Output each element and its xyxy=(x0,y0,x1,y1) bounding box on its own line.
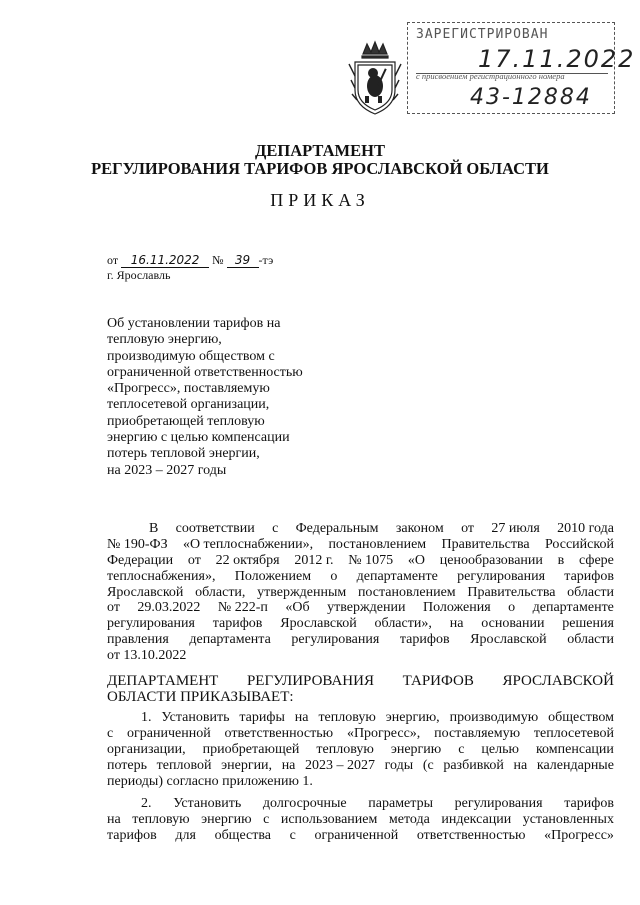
subject-line: приобретающей тепловую xyxy=(107,413,265,429)
body-line xyxy=(107,710,614,726)
word: на xyxy=(107,811,121,827)
body-line xyxy=(107,553,614,569)
word: о xyxy=(508,600,516,616)
word: 2010 года xyxy=(557,521,614,536)
word: регулирования xyxy=(454,796,543,811)
word: тарифы xyxy=(239,710,285,725)
word: области, xyxy=(195,584,246,600)
registration-stamp xyxy=(407,22,636,114)
word: параметры xyxy=(368,796,433,811)
word: энергии, xyxy=(221,757,273,773)
word: установленных xyxy=(522,811,614,827)
word: сфере xyxy=(579,552,614,568)
word: 1. xyxy=(141,710,152,725)
word: № 222-п xyxy=(217,600,268,616)
word: (с xyxy=(422,757,434,773)
word: постановлением xyxy=(328,536,427,552)
word: в xyxy=(557,552,565,568)
stamp-number: 43-12884 xyxy=(470,85,592,110)
order-subject xyxy=(107,316,303,479)
body-line xyxy=(107,632,614,648)
word: Федерации xyxy=(107,552,174,568)
word: долгосрочные xyxy=(262,796,347,811)
word: законом xyxy=(395,521,444,536)
word: 2012 г. xyxy=(294,552,334,568)
word: приобретающей xyxy=(202,741,300,757)
word: с xyxy=(272,521,279,536)
word: Ярославской xyxy=(470,632,547,648)
date-from-label: от xyxy=(107,253,119,267)
word: «Прогресс» xyxy=(544,827,614,843)
body-line xyxy=(107,726,614,742)
word: индексации xyxy=(441,811,512,827)
body-line xyxy=(107,521,614,537)
order-item-1 xyxy=(107,710,614,789)
body-line xyxy=(107,812,614,828)
word: Установить xyxy=(161,710,230,725)
body-line xyxy=(107,600,614,616)
word: на xyxy=(294,710,309,725)
word: РЕГУЛИРОВАНИЯ xyxy=(246,673,374,689)
body-line xyxy=(107,569,614,585)
word: тарифов xyxy=(107,827,157,843)
word: ограниченной xyxy=(314,827,399,843)
body-line xyxy=(107,616,614,632)
subject-line: потерь тепловой энергии, xyxy=(107,446,260,462)
word: Федеральным xyxy=(295,521,379,536)
word: Правительства xyxy=(467,584,556,600)
order-number: 39 xyxy=(227,253,259,268)
word: Установить xyxy=(173,796,242,811)
city-label: г. Ярославль xyxy=(107,268,171,282)
word: ТАРИФОВ xyxy=(402,673,474,689)
word: использованием xyxy=(280,811,378,827)
word: тепловую xyxy=(316,741,374,757)
subject-line: Об установлении тарифов на xyxy=(107,316,281,331)
word: области», xyxy=(374,616,432,632)
word: энергию, xyxy=(385,710,440,725)
word: потерь xyxy=(107,757,148,773)
body-line xyxy=(107,796,614,812)
word: регулирования xyxy=(107,616,195,632)
word: утверждении xyxy=(327,600,406,616)
word: с xyxy=(263,811,270,827)
subject-line: производимую обществом с xyxy=(107,348,275,364)
word: ответственностью xyxy=(224,725,334,741)
word: тарифов xyxy=(212,616,263,632)
word: годы xyxy=(384,757,414,773)
word: на xyxy=(281,757,296,773)
word: «Об xyxy=(285,600,310,616)
word: Ярославской xyxy=(107,584,184,600)
word: тарифов xyxy=(399,632,450,648)
word: от xyxy=(461,521,474,536)
word: регулирования xyxy=(457,568,546,584)
word: департаменте xyxy=(356,568,438,584)
word: области xyxy=(567,584,614,600)
word: ценообразовании xyxy=(439,552,543,568)
word: обществом xyxy=(548,710,614,725)
word: теплосетевой xyxy=(533,725,614,741)
word: общества xyxy=(214,827,271,843)
word: соответствии xyxy=(175,521,255,536)
stamp-caption: с присвоением регистрационного номера xyxy=(416,71,565,81)
word: основании xyxy=(481,616,545,632)
word: 22 октября xyxy=(215,552,280,568)
body-line: периоды) согласно приложению 1. xyxy=(107,773,313,789)
word: В xyxy=(149,521,159,536)
word: энергию xyxy=(390,741,442,757)
word: от xyxy=(187,552,201,568)
word: № 190-ФЗ xyxy=(107,536,168,552)
word: ЯРОСЛАВСКОЙ xyxy=(502,673,614,689)
word: Положения xyxy=(422,600,491,616)
word: разбивкой xyxy=(443,757,504,773)
body-line: от 13.10.2022 xyxy=(107,648,187,664)
word: на xyxy=(449,616,464,632)
body-line xyxy=(107,742,614,758)
word: постановлением xyxy=(357,584,456,600)
document-type-heading: ПРИКАЗ xyxy=(270,190,370,210)
word: с xyxy=(458,741,465,757)
body-line xyxy=(107,674,614,690)
order-item-2 xyxy=(107,796,614,844)
word: 2. xyxy=(141,796,152,811)
word: ответственностью xyxy=(416,827,526,843)
number-suffix: -тэ xyxy=(258,253,274,267)
word: тепловую xyxy=(318,710,376,725)
order-dateline xyxy=(107,253,273,268)
word: с xyxy=(289,827,296,843)
stamp-date: 17.11.2022 xyxy=(478,45,636,73)
body-line xyxy=(107,758,614,774)
word: «Прогресс», xyxy=(346,725,421,741)
word: о xyxy=(330,568,338,584)
body-line: ОБЛАСТИ ПРИКАЗЫВАЕТ: xyxy=(107,688,294,705)
word: области xyxy=(567,632,614,648)
coat-of-arms-emblem xyxy=(347,40,403,118)
word: 2023 – 2027 xyxy=(305,757,376,773)
word: утвержденным xyxy=(257,584,347,600)
word: тарифов xyxy=(564,796,614,811)
word: департамента xyxy=(189,632,271,648)
word: производимую xyxy=(449,710,539,725)
word: тарифов xyxy=(564,568,614,584)
word: от xyxy=(107,600,120,616)
number-label: № xyxy=(212,253,224,267)
ordering-clause xyxy=(107,674,614,706)
preamble-paragraph xyxy=(107,521,614,664)
word: департаменте xyxy=(532,600,614,616)
word: 29.03.2022 xyxy=(137,600,201,616)
word: Российской xyxy=(544,536,614,552)
word: ограниченной xyxy=(127,725,211,741)
word: тепловую xyxy=(132,811,190,827)
order-date: 16.11.2022 xyxy=(121,253,209,268)
body-line xyxy=(107,537,614,553)
word: целью xyxy=(481,741,519,757)
word: регулирования xyxy=(291,632,380,648)
department-title-line2: РЕГУЛИРОВАНИЯ ТАРИФОВ ЯРОСЛАВСКОЙ ОБЛАСТИ xyxy=(91,159,549,178)
subject-line: ограниченной ответственностью xyxy=(107,364,303,380)
body-line xyxy=(107,828,614,844)
stamp-title: ЗАРЕГИСТРИРОВАН xyxy=(416,27,549,42)
subject-line: на 2023 – 2027 годы xyxy=(107,462,227,478)
subject-line: «Прогресс», поставляемую xyxy=(107,381,270,397)
word: правления xyxy=(107,632,169,648)
word: организации, xyxy=(107,741,186,757)
word: метода xyxy=(388,811,430,827)
word: № 1075 xyxy=(348,552,394,568)
word: 27 июля xyxy=(491,521,540,536)
subject-line: энергию с целью компенсации xyxy=(107,430,290,446)
word: Ярославской xyxy=(280,616,357,632)
word: «О xyxy=(407,552,426,568)
word: Положением xyxy=(234,568,312,584)
word: энергию xyxy=(201,811,252,827)
word: теплоснабжения», xyxy=(107,568,216,584)
subject-line: тепловую энергию, xyxy=(107,332,222,348)
word: «О теплоснабжении», xyxy=(182,536,314,552)
subject-line: теплосетевой организации, xyxy=(107,397,270,413)
body-line xyxy=(107,585,614,601)
department-title-line1: ДЕПАРТАМЕНТ xyxy=(255,141,385,160)
word: ДЕПАРТАМЕНТ xyxy=(107,673,219,689)
word: Правительства xyxy=(441,536,530,552)
word: на xyxy=(513,757,528,773)
word: с xyxy=(107,725,114,741)
word: поставляемую xyxy=(434,725,521,741)
word: для xyxy=(175,827,196,843)
word: решения xyxy=(562,616,614,632)
word: компенсации xyxy=(535,741,614,757)
word: календарные xyxy=(536,757,614,773)
word: тепловой xyxy=(156,757,212,773)
